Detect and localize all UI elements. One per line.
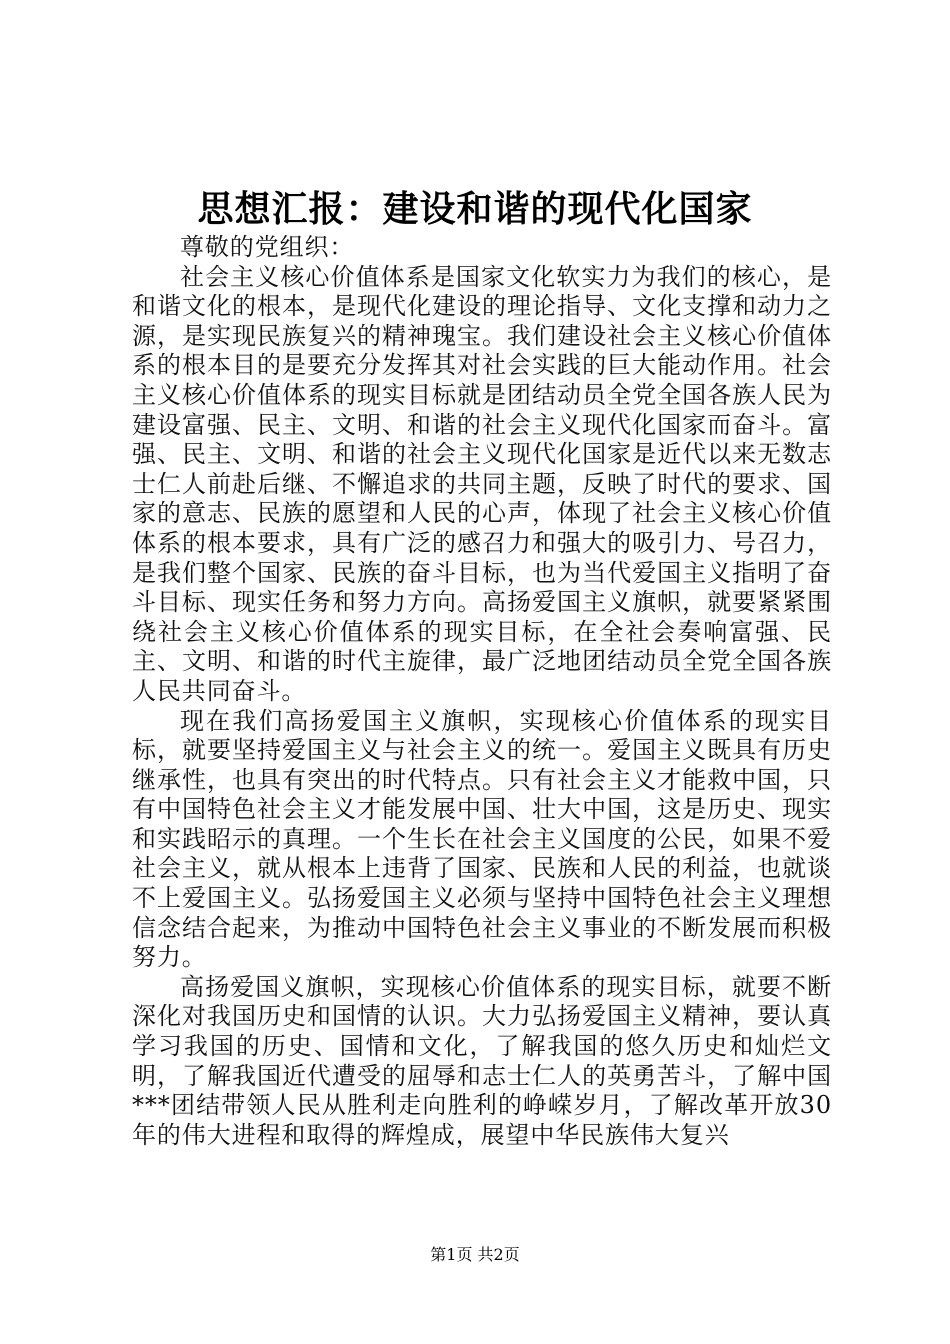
document-title: 思想汇报：建设和谐的现代化国家 xyxy=(197,188,753,230)
body-paragraph-2: 现在我们高扬爱国主义旗帜，实现核心价值体系的现实目标，就要坚持爱国主义与社会主义的统一。爱国主义既具有历史继承性，也具有突出的时代特点。只有社会主义才能救中国，只有中国特色社会主义才能发展中国、壮大中国，这是历史、现实和实践昭示的真理。一个生长在社会主义国度的公民，如果不爱社会主义，就从根本上违背了国家、民族和人民的利益，也就谈不上爱国主义。弘扬爱国主义必须与坚持中国特色社会主义理想信念结合起来，为推动中国特色社会主义事业的不断发展而积极努力。 xyxy=(132,706,832,972)
page-footer: 第1页 共2页 xyxy=(430,1245,520,1264)
salutation: 尊敬的党组织： xyxy=(180,233,355,261)
body-paragraph-3: 高扬爱国义旗帜，实现核心价值体系的现实目标，就要不断深化对我国历史和国情的认识。大力弘扬爱国主义精神，要认真学习我国的历史、国情和文化，了解我国的悠久历史和灿烂文明，了解我国近代遭受的屈辱和志士仁人的英勇苦斗，了解中国***团结带领人民从胜利走向胜利的峥嵘岁月，了解改革开放30年的伟大进程和取得的辉煌成，展望中华民族伟大复兴 xyxy=(132,972,832,1149)
document-body xyxy=(132,233,832,1150)
body-paragraph-1: 社会主义核心价值体系是国家文化软实力为我们的核心，是和谐文化的根本，是现代化建设的理论指导、文化支撑和动力之源，是实现民族复兴的精神瑰宝。我们建设社会主义核心价值体系的根本目的是要充分发挥其对社会实践的巨大能动作用。社会主义核心价值体系的现实目标就是团结动员全党全国各族人民为建设富强、民主、文明、和谐的社会主义现代化国家而奋斗。富强、民主、文明、和谐的社会主义现代化国家是近代以来无数志士仁人前赴后继、不懈追求的共同主题，反映了时代的要求、国家的意志、民族的愿望和人民的心声，体现了社会主义核心价值体系的根本要求，具有广泛的感召力和强大的吸引力、号召力，是我们整个国家、民族的奋斗目标，也为当代爱国主义指明了奋斗目标、现实任务和努力方向。高扬爱国主义旗帜，就要紧紧围绕社会主义核心价值体系的现实目标，在全社会奏响富强、民主、文明、和谐的时代主旋律，最广泛地团结动员全党全国各族人民共同奋斗。 xyxy=(132,262,832,705)
